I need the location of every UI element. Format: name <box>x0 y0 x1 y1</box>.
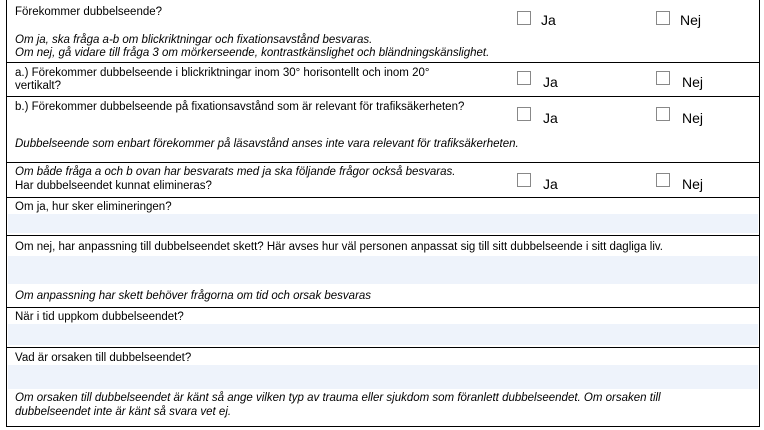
question-eliminated: Har dubbelseendet kunnat elimineras? <box>15 180 212 192</box>
note-cause-line2: dubbelseendet inte är känt så svara vet ej. <box>15 406 232 418</box>
checkbox-no[interactable] <box>656 11 670 25</box>
question-onset: När i tid uppkom dubbelseendet? <box>15 311 184 323</box>
question-double-vision: Förekommer dubbelseende? <box>15 6 163 18</box>
row-elimination-method <box>7 197 759 235</box>
row-adaptation <box>7 235 759 307</box>
question-gaze-line1: a.) Förekommer dubbelseende i blickriktningar inom 30° horisontellt och inom 20° <box>15 67 430 79</box>
row-gaze-directions <box>7 62 759 96</box>
checkbox-yes[interactable] <box>517 11 531 25</box>
answer-field-adaptation[interactable] <box>8 256 758 284</box>
label-yes: Ja <box>543 110 558 126</box>
row-onset <box>7 307 759 347</box>
question-cause: Vad är orsaken till dubbelseendet? <box>15 352 192 364</box>
label-yes: Ja <box>543 74 558 90</box>
double-vision-form <box>6 0 760 427</box>
checkbox-yes[interactable] <box>517 107 531 121</box>
label-no: Nej <box>680 12 702 28</box>
instruction-if-no: Om nej, gå vidare till fråga 3 om mörkerseende, kontrastkänslighet och bländningskänslighet. <box>15 47 490 59</box>
question-adaptation: Om nej, har anpassning till dubbelseendet skett? Här avses hur väl personen anpassat sig till sitt dubbelseende i sitt dagliga liv. <box>15 241 663 253</box>
instruction-follow-up: Om både fråga a och b ovan har besvarats med ja ska följande frågor också besvaras. <box>15 166 456 178</box>
label-yes: Ja <box>541 12 556 28</box>
instruction-if-yes: Om ja, ska fråga a-b om blickriktningar och fixationsavstånd besvaras. <box>15 34 373 46</box>
row-fixation-distance <box>7 96 759 162</box>
answer-field-elimination[interactable] <box>8 214 758 233</box>
checkbox-no[interactable] <box>656 71 670 85</box>
row-eliminated <box>7 162 759 197</box>
note-reading-distance: Dubbelseende som enbart förekommer på läsavstånd anses inte vara relevant för trafiksäkerheten. <box>15 138 519 150</box>
note-cause-line1: Om orsaken till dubbelseendet är känt så ange vilken typ av trauma eller sjukdom som föranlett dubbelseendet. Om orsaken till <box>15 392 661 404</box>
label-no: Nej <box>682 110 704 126</box>
checkbox-no[interactable] <box>656 107 670 121</box>
question-fixation-distance: b.) Förekommer dubbelseende på fixationsavstånd som är relevant för trafiksäkerheten? <box>15 101 465 113</box>
label-no: Nej <box>682 176 704 192</box>
checkbox-yes[interactable] <box>517 173 531 187</box>
question-elimination-method: Om ja, hur sker elimineringen? <box>15 201 172 213</box>
checkbox-no[interactable] <box>656 173 670 187</box>
label-yes: Ja <box>543 176 558 192</box>
label-no: Nej <box>682 74 704 90</box>
row-cause <box>7 347 759 427</box>
row-double-vision <box>7 0 759 62</box>
answer-field-cause[interactable] <box>8 365 758 389</box>
checkbox-yes[interactable] <box>517 71 531 85</box>
question-gaze-line2: vertikalt? <box>15 80 62 92</box>
answer-field-onset[interactable] <box>8 324 758 345</box>
note-adaptation: Om anpassning har skett behöver frågorna om tid och orsak besvaras <box>15 290 372 302</box>
